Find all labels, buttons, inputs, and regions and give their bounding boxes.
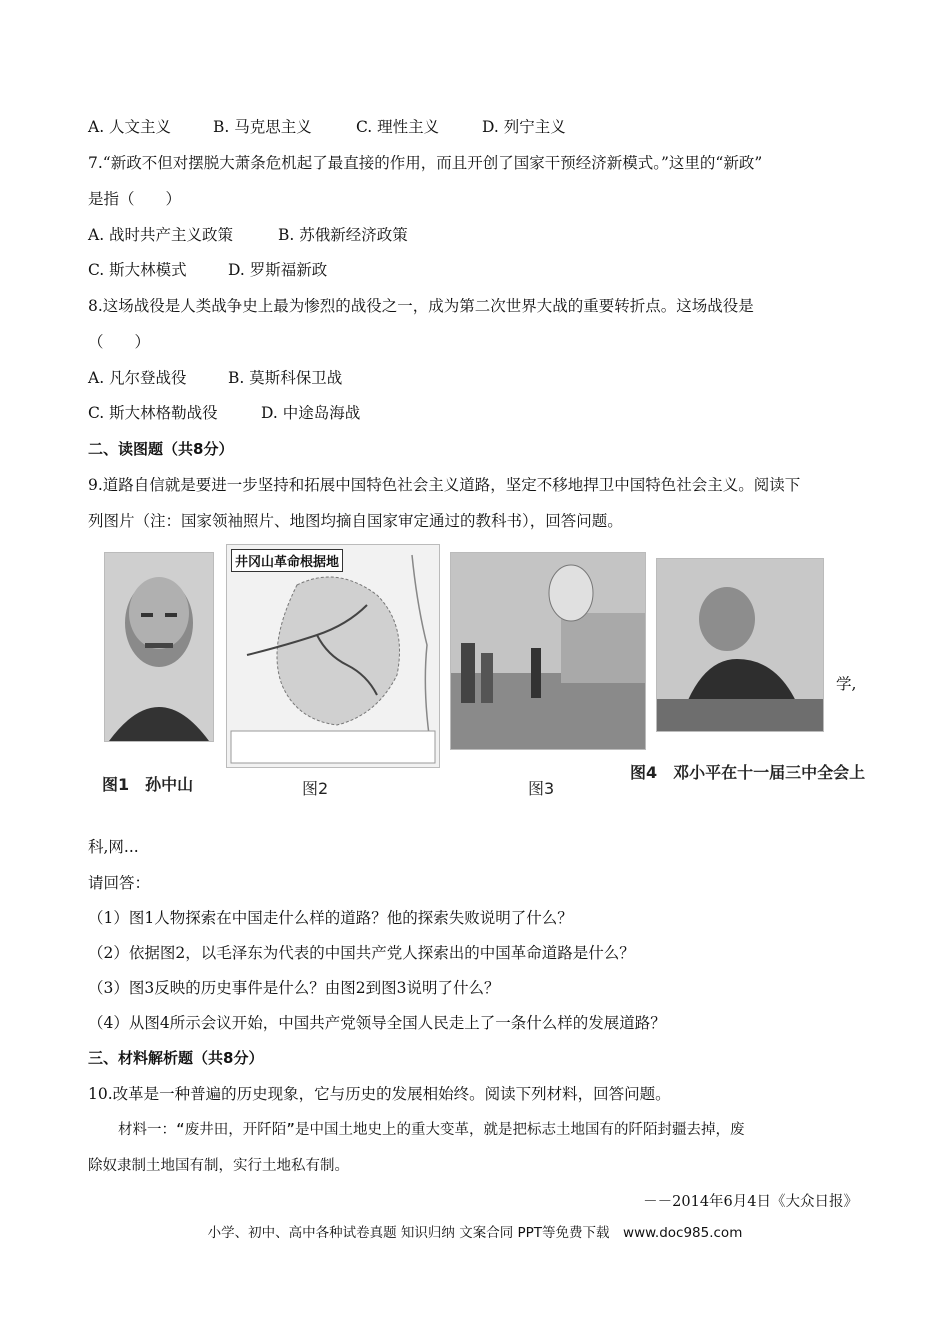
q7-stem-line1: 7.“新政不但对摆脱大萧条危机起了最直接的作用，而且开创了国家干预经济新模式。”这里的“新政” [88, 154, 763, 172]
q10-material-1-line1: 材料一：“废井田，开阡陌”是中国土地史上的重大变革，就是把标志土地国有的阡陌封疆去掉，废 [118, 1122, 745, 1138]
q10-material-1-source: －－2014年6月4日《大众日报》 [643, 1194, 858, 1210]
q7-options-cd [88, 259, 327, 281]
q8-option-b: B. 莫斯科保卫战 [228, 369, 343, 387]
figure-2-map-title: 井冈山革命根据地 [231, 549, 343, 572]
q9-sub-question-1: （1）图1人物探索在中国走什么样的道路？他的探索失败说明了什么？ [88, 909, 573, 927]
q7-option-d: D. 罗斯福新政 [228, 261, 328, 279]
q7-option-a: A. 战时共产主义政策 [88, 226, 234, 244]
q8-option-a: A. 凡尔登战役 [88, 369, 187, 387]
section-2-heading: 二、读图题（共8分） [88, 440, 234, 458]
q6-option-d: D. 列宁主义 [482, 118, 566, 136]
q9-sub-question-3: （3）图3反映的历史事件是什么？由图2到图3说明了什么？ [88, 979, 500, 997]
q9-sub-question-4: （4）从图4所示会议开始，中国共产党领导全国人民走上了一条什么样的发展道路？ [88, 1014, 666, 1032]
q9-stem-line2: 列图片（注：国家领袖照片、地图均摘自国家审定通过的教科书），回答问题。 [88, 512, 623, 530]
q7-option-c: C. 斯大林模式 [88, 261, 187, 279]
figure-2-caption: 图2 [302, 779, 329, 798]
q6-option-a: A. 人文主义 [88, 118, 172, 136]
q7-stem-line2: 是指（ ） [88, 190, 182, 208]
figure-1-portrait [104, 552, 214, 742]
q7-options-ab [88, 224, 408, 246]
q6-options [88, 116, 566, 138]
q6-option-c: C. 理性主义 [356, 118, 440, 136]
q9-figures [88, 544, 866, 804]
q9-prompt: 请回答： [88, 874, 151, 892]
figure-3-photo [450, 552, 646, 750]
page-footer: 小学、初中、高中各种试卷真题 知识归纳 文案合同 PPT等免费下载 www.doc985.com [207, 1225, 743, 1241]
figure-4-photo [656, 558, 824, 732]
q10-stem: 10.改革是一种普遍的历史现象，它与历史的发展相始终。阅读下列材料，回答问题。 [88, 1085, 671, 1103]
figure-side-text: 学, [836, 675, 857, 693]
figure-2-map [226, 544, 440, 768]
q7-option-b: B. 苏俄新经济政策 [278, 226, 408, 244]
q8-options-cd [88, 402, 360, 424]
figure-3-caption: 图3 [528, 779, 555, 798]
q9-sub-question-2: （2）依据图2，以毛泽东为代表的中国共产党人探索出的中国革命道路是什么？ [88, 944, 635, 962]
map-icon [227, 545, 439, 767]
q9-after-text: 科,网... [88, 838, 139, 856]
q10-material-1-line2: 除奴隶制土地国有制，实行土地私有制。 [88, 1158, 349, 1174]
q8-options-ab [88, 367, 342, 389]
q9-stem-line1: 9.道路自信就是要进一步坚持和拓展中国特色社会主义道路，坚定不移地捍卫中国特色社会主义。阅读下 [88, 476, 801, 494]
figure-1-caption: 图1 孙中山 [102, 775, 194, 794]
ceremony-photo-icon [451, 553, 645, 749]
q8-option-d: D. 中途岛海战 [261, 404, 361, 422]
q8-stem-line1: 8.这场战役是人类战争史上最为惨烈的战役之一，成为第二次世界大战的重要转折点。这场战役是 [88, 297, 754, 315]
q8-stem-line2: （ ） [88, 333, 151, 351]
figure-4-caption: 图4 邓小平在十一届三中全会上 [630, 763, 866, 782]
speaker-photo-icon [657, 559, 823, 731]
q8-option-c: C. 斯大林格勒战役 [88, 404, 218, 422]
q6-option-b: B. 马克思主义 [213, 118, 312, 136]
section-3-heading: 三、材料解析题（共8分） [88, 1049, 264, 1067]
portrait-silhouette-icon [105, 553, 213, 741]
